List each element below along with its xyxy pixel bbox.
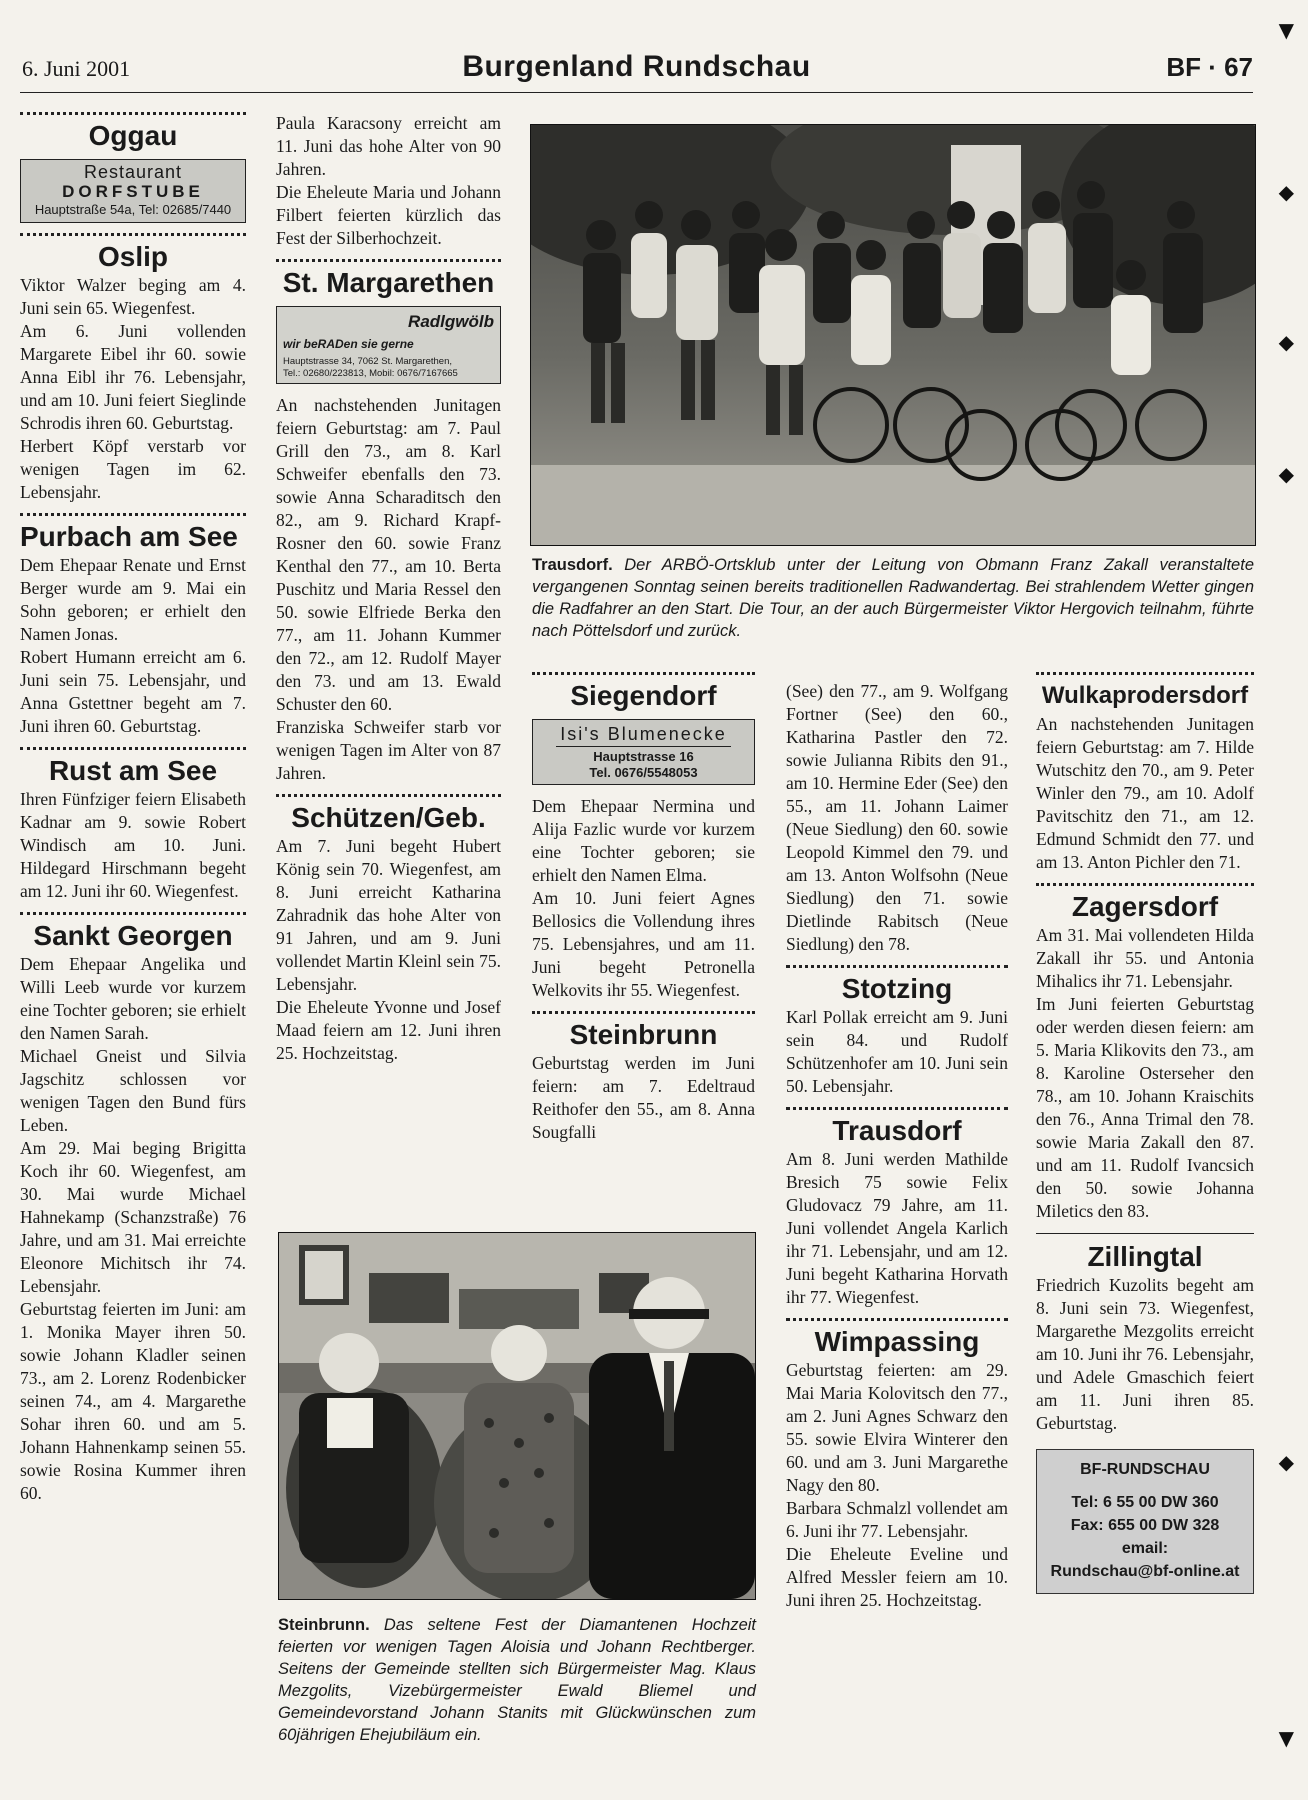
photo-steinbrunn-anniversary xyxy=(278,1232,756,1600)
article-text: Am 29. Mai beging Brigitta Koch ihr 60. Wiegenfest, am 30. Mai wurde Michael Hahnekamp (Schanzstraße) 76 Jahre, und am 31. Mai erreichte Eleonore Michitsch ihr 74. Lebensjahr. xyxy=(20,1138,246,1296)
caption-place: Trausdorf. xyxy=(532,556,613,574)
article-text: Im Juni feierten Geburtstag oder werden diesen feiern: am 5. Maria Klikovits den 73., am 8. Karoline Osterseher den 78., am 10. Johann Kraischits den 76., Anna Trimal den 78. sowie Maria Zakall den 87. und am 11. Rudolf Ivancsich den 50. sowie Johanna Miletics den 83. xyxy=(1036,994,1254,1221)
dotted-divider xyxy=(786,965,1008,968)
ad-radlgwoelb-line1: Radlgwölb xyxy=(408,312,494,331)
dotted-divider xyxy=(20,912,246,915)
dotted-divider xyxy=(786,1318,1008,1321)
article-text: An nachstehenden Junitagen feiern Geburtstag: am 7. Paul Grill den 73., am 8. Karl Schweifer ebenfalls den 73. sowie Anna Scharaditsch den 82., am 9. Richard Krapf-Rosner den 60. sowie Franz Kenthal den 77., am 10. Berta Puschitz und Maria Ressel den 50. sowie Elfriede Berka den 77., am 11. Johann Kummer den 72., am 12. Rudolf Mayer den 73. und am 13. Ewald Schuster den 60. xyxy=(276,395,501,714)
photo-trausdorf-cyclists xyxy=(530,124,1256,546)
dotted-divider xyxy=(276,259,501,262)
article-text: Geburtstag feierten im Juni: am 1. Monika Mayer ihren 50. sowie Johann Kladler seinen 73., am 2. Lorenz Rodenbicker seinen 74., am 4. Margarethe Sohar ihren 60. und am 5. Johann Hahnenkamp seinen 55. sowie Rosina Kummer ihren 60. xyxy=(20,1299,246,1503)
divider xyxy=(1036,1233,1254,1234)
heading-wulkaprodersdorf: Wulkaprodersdorf xyxy=(1041,682,1249,709)
article-text: Am 7. Juni begeht Hubert König sein 70. Wiegenfest, am 8. Juni erreicht Katharina Zahradnik das hohe Alter von 91 Jahren, und am 9. Juni vollendet Martin Kleinl sein 75. Lebensjahr. xyxy=(276,836,501,994)
margin-mark: ◆ xyxy=(1278,180,1294,204)
article-text: Am 8. Juni werden Mathilde Bresich 75 sowie Felix Gludovacz 79 Jahre, am 11. Juni vollendet Angela Karlich ihr 71. Lebensjahr, und am 12. Juni begeht Katharina Horvath ihr 77. Wiegenfest. xyxy=(786,1149,1008,1307)
page-header xyxy=(20,48,1253,93)
ad-blumenecke-line3: Tel. 0676/5548053 xyxy=(589,765,698,780)
dotted-divider xyxy=(1036,672,1254,675)
photo-trausdorf-image xyxy=(531,125,1255,545)
ad-radlgwoelb-line2: wir beRADen sie gerne xyxy=(283,337,414,351)
ad-dorfstube-line3: Hauptstraße 54a, Tel: 02685/7440 xyxy=(34,202,232,217)
margin-mark: ◆ xyxy=(1278,330,1294,354)
page-number: BF · 67 xyxy=(1166,52,1253,82)
margin-mark: ▼ xyxy=(1278,18,1294,42)
article-text: Karl Pollak erreicht am 9. Juni sein 84. und Rudolf Schützenhofer am 10. Juni sein 50. Lebensjahr. xyxy=(786,1007,1008,1096)
article-text: Geburtstag feierten: am 29. Mai Maria Kolovitsch den 77., am 2. Juni Agnes Schwarz den 55. sowie Elvira Winterer den 60. und am 3. Juni Margarethe Nagy den 80. xyxy=(786,1360,1008,1495)
heading-wimpassing: Wimpassing xyxy=(814,1326,980,1357)
heading-rust: Rust am See xyxy=(48,755,218,786)
article-text: Die Eheleute Maria und Johann Filbert feierten kürzlich das Fest der Silberhochzeit. xyxy=(276,182,501,248)
article-text: Am 10. Juni feiert Agnes Bellosics die Vollendung ihres 75. Lebensjahres, und am 11. Juni begeht Petronella Welkovits ihr 55. Wiegenfest. xyxy=(532,888,755,1000)
contact-tel: Tel: 6 55 00 DW 360 xyxy=(1071,1494,1219,1511)
newspaper-title: Burgenland Rundschau xyxy=(462,50,811,83)
margin-mark: ▼ xyxy=(1278,1726,1294,1750)
article-text: Dem Ehepaar Angelika und Willi Leeb wurde vor kurzem eine Tochter geboren; sie erhielt den Namen Sarah. xyxy=(20,954,246,1043)
article-text: Am 6. Juni vollenden Margarete Eibel ihr 60. sowie Anna Eibl ihr 76. Lebensjahr, und am 10. Juni feiert Sieglinde Schrodis ihren 60. Geburtstag. xyxy=(20,321,246,433)
heading-siegendorf: Siegendorf xyxy=(570,680,717,711)
article-text: Viktor Walzer beging am 4. Juni sein 65. Wiegenfest. xyxy=(20,275,246,318)
article-text: Geburtstag werden im Juni feiern: am 7. Edeltraud Reithofer den 55., am 8. Anna Sougfalli xyxy=(532,1053,755,1142)
article-text: Robert Humann erreicht am 6. Juni sein 75. Lebensjahr, und Anna Gstettner begeht am 7. Juni ihren 60. Geburtstag. xyxy=(20,647,246,736)
caption-text: Das seltene Fest der Diamantenen Hochzeit feierten vor wenigen Tagen Aloisia und Johann Rechtberger. Seitens der Gemeinde stellten sich Bürgermeister Mag. Klaus Mezgolits, Vizebürgermeister Ewald Bliemel und Gemeindevorstand Johann Stanits mit Glückwünschen zum 60jährigen Ehejubiläum ein. xyxy=(278,1616,756,1744)
dotted-divider xyxy=(20,233,246,236)
contact-fax: Fax: 655 00 DW 328 xyxy=(1070,1517,1220,1534)
caption-text: Der ARBÖ-Ortsklub unter der Leitung von Obmann Franz Zakall veranstaltete vergangenen Sonntag seinen bereits traditionellen Radwandertag. Bei strahlendem Wetter gingen die Radfahrer an den Start. Die Tour, an der auch Bürgermeister Viktor Hergovich teilnahm, führte nach Pöttelsdorf und zurück. xyxy=(532,556,1254,640)
photo-steinbrunn-image xyxy=(279,1233,755,1599)
ad-blumenecke-line1: Isi's Blumenecke xyxy=(556,723,731,747)
column-2 xyxy=(276,112,501,1065)
dotted-divider xyxy=(20,747,246,750)
caption-trausdorf xyxy=(532,554,1254,642)
article-text: Dem Ehepaar Renate und Ernst Berger wurde am 9. Mai ein Sohn geboren; er erhielt den Namen Jonas. xyxy=(20,555,246,644)
contact-email[interactable]: Rundschau@bf-online.at xyxy=(1050,1563,1240,1580)
article-text: Die Eheleute Eveline und Alfred Messler feiern am 10. Juni ihren 25. Hochzeitstag. xyxy=(786,1544,1008,1610)
heading-zagersdorf: Zagersdorf xyxy=(1071,891,1219,922)
column-4 xyxy=(786,680,1008,1612)
column-5 xyxy=(1036,672,1254,1594)
dotted-divider xyxy=(20,513,246,516)
ad-dorfstube-line1: Restaurant xyxy=(83,162,183,182)
article-text: Michael Gneist und Silvia Jagschitz schlossen vor wenigen Tagen den Bund fürs Leben. xyxy=(20,1046,246,1135)
margin-mark: ◆ xyxy=(1278,462,1294,486)
article-text: Am 31. Mai vollendeten Hilda Zakall ihr 55. und Antonia Mihalics ihr 71. Lebensjahr. xyxy=(1036,925,1254,991)
heading-sankt-georgen: Sankt Georgen xyxy=(33,920,233,951)
contact-email-label: email: xyxy=(1121,1540,1169,1557)
heading-purbach: Purbach am See xyxy=(20,521,238,552)
dotted-divider xyxy=(20,112,246,115)
article-text: Barbara Schmalzl vollendet am 6. Juni ihr 77. Lebensjahr. xyxy=(786,1498,1008,1541)
article-text: Paula Karacsony erreicht am 11. Juni das hohe Alter von 90 Jahren. xyxy=(276,113,501,179)
article-text: (See) den 77., am 9. Wolfgang Fortner (See) den 60., Katharina Pastler den 72. sowie Julianna Ribits den 91., am 10. Hermine Eder (See) den 55., am 11. Johann Laimer (Neue Siedlung) den 60. sowie Leopold Kimmel den 79. und am 13. Anton Wolfsohn (Neue Siedlung) den 71. sowie Dietlinde Rabitsch (Neue Siedlung) den 78. xyxy=(786,681,1008,954)
caption-place: Steinbrunn. xyxy=(278,1616,370,1634)
heading-steinbrunn: Steinbrunn xyxy=(569,1019,718,1050)
ad-dorfstube-line2: DORFSTUBE xyxy=(62,182,204,201)
caption-steinbrunn xyxy=(278,1614,756,1746)
dotted-divider xyxy=(1036,883,1254,886)
heading-oggau: Oggau xyxy=(88,120,178,151)
dotted-divider xyxy=(532,672,755,675)
article-text: Franziska Schweifer starb vor wenigen Tagen im Alter von 87 Jahren. xyxy=(276,717,501,783)
article-text: Friedrich Kuzolits begeht am 8. Juni sein 73. Wiegenfest, Margarethe Mezgolits erreicht am 10. Juni ihr 76. Lebensjahr, und Adele Gmaschich feiert am 11. Juni ihren 85. Geburtstag. xyxy=(1036,1275,1254,1433)
heading-trausdorf: Trausdorf xyxy=(832,1115,962,1146)
ad-radlgwoelb[interactable] xyxy=(276,306,501,384)
issue-date: 6. Juni 2001 xyxy=(22,56,131,81)
article-text: Dem Ehepaar Nermina und Alija Fazlic wurde vor kurzem eine Tochter geboren; sie erhielt den Namen Elma. xyxy=(532,796,755,885)
heading-st-margarethen: St. Margarethen xyxy=(282,267,495,298)
heading-zillingtal: Zillingtal xyxy=(1087,1241,1203,1272)
contact-box xyxy=(1036,1449,1254,1594)
ad-dorfstube[interactable] xyxy=(20,159,246,223)
article-text: Die Eheleute Yvonne und Josef Maad feiern am 12. Juni ihren 25. Hochzeitstag. xyxy=(276,997,501,1063)
dotted-divider xyxy=(276,794,501,797)
article-text: Ihren Fünfziger feiern Elisabeth Kadnar am 9. sowie Robert Windisch am 10. Juni. Hildegard Hirschmann begeht am 12. Juni ihr 60. Wiegenfest. xyxy=(20,789,246,901)
column-1 xyxy=(20,112,246,1505)
ad-radlgwoelb-line3: Hauptstrasse 34, 7062 St. Margarethen, xyxy=(283,356,452,367)
margin-mark: ◆ xyxy=(1278,1450,1294,1474)
contact-title: BF-RUNDSCHAU xyxy=(1080,1461,1210,1478)
dotted-divider xyxy=(532,1011,755,1014)
ad-blumenecke-line2: Hauptstrasse 16 xyxy=(593,749,694,764)
heading-stotzing: Stotzing xyxy=(841,973,953,1004)
heading-oslip: Oslip xyxy=(97,241,168,272)
column-3 xyxy=(532,672,755,1144)
dotted-divider xyxy=(786,1107,1008,1110)
ad-radlgwoelb-line4: Tel.: 02680/223813, Mobil: 0676/7167665 xyxy=(283,368,458,379)
article-text: Herbert Köpf verstarb vor wenigen Tagen im 62. Lebensjahr. xyxy=(20,436,246,502)
heading-schuetzen: Schützen/Geb. xyxy=(291,802,486,833)
article-text: An nachstehenden Junitagen feiern Geburtstag: am 7. Hilde Wutschitz den 70., am 9. Peter Winler den 79., am 10. Adolf Pavitschitz den 71., am 12. Edmund Schmidt den 77. und am 13. Anton Pichler den 71. xyxy=(1036,714,1254,872)
ad-blumenecke[interactable] xyxy=(532,719,755,785)
